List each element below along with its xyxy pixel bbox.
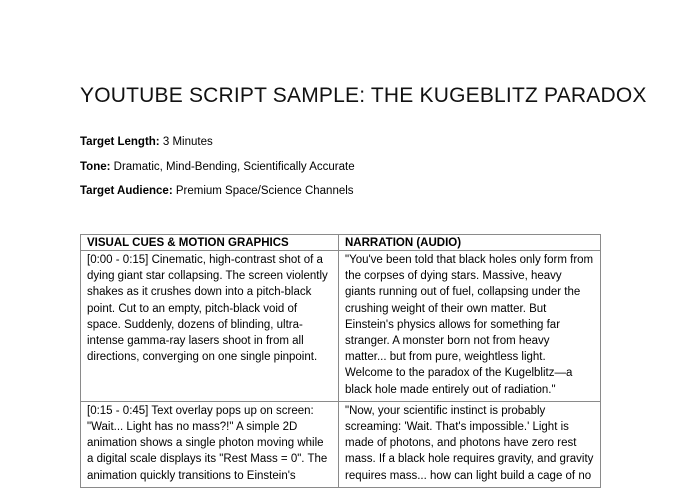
meta-label: Tone: [80,161,111,173]
document-title: YOUTUBE SCRIPT SAMPLE: THE KUGEBLITZ PARADOX [80,84,647,107]
narration-cell: "Now, your scientific instinct is probably screaming: 'Wait. That's impossible.' Light is made of photons, and photons have zero rest mass. If a black hole requires gravity, and gravity requires mass... how can light build a cage of no [339,401,601,487]
meta-value: Dramatic, Mind-Bending, Scientifically Accurate [110,161,355,173]
table-row [81,401,601,487]
meta-target-length [80,136,213,148]
meta-label: Target Audience: [80,185,173,197]
header-narration: NARRATION (AUDIO) [339,235,601,251]
meta-target-audience [80,185,354,197]
visual-cue-cell: [0:15 - 0:45] Text overlay pops up on screen: "Wait... Light has no mass?!" A simple 2D animation shows a single photon moving while a digital scale displays its "Rest Mass = 0". The animation quickly transitions to Einstein's [81,401,339,487]
meta-label: Target Length: [80,136,160,148]
meta-tone [80,161,355,173]
visual-cue-cell: [0:00 - 0:15] Cinematic, high-contrast shot of a dying giant star collapsing. The screen violently shakes as it crushes down into a pitch-black point. Cut to an empty, pitch-black void of space. Suddenly, dozens of blinding, ultra-intense gamma-ray lasers shoot in from all directions, converging on one single pinpoint. [81,251,339,402]
table-header-row [81,235,601,251]
meta-value: 3 Minutes [159,136,213,148]
table-row [81,251,601,402]
header-visual-cues: VISUAL CUES & MOTION GRAPHICS [81,235,339,251]
narration-cell: "You've been told that black holes only form from the corpses of dying stars. Massive, heavy giants running out of fuel, collapsing under the crushing weight of their own matter. But Einstein's physics allows for something far stranger. A monster born not from heavy matter... but from pure, weightless light. Welcome to the paradox of the Kugelblitz—a black hole made entirely out of radiation." [339,251,601,402]
script-table [80,234,601,488]
meta-value: Premium Space/Science Channels [172,185,354,197]
